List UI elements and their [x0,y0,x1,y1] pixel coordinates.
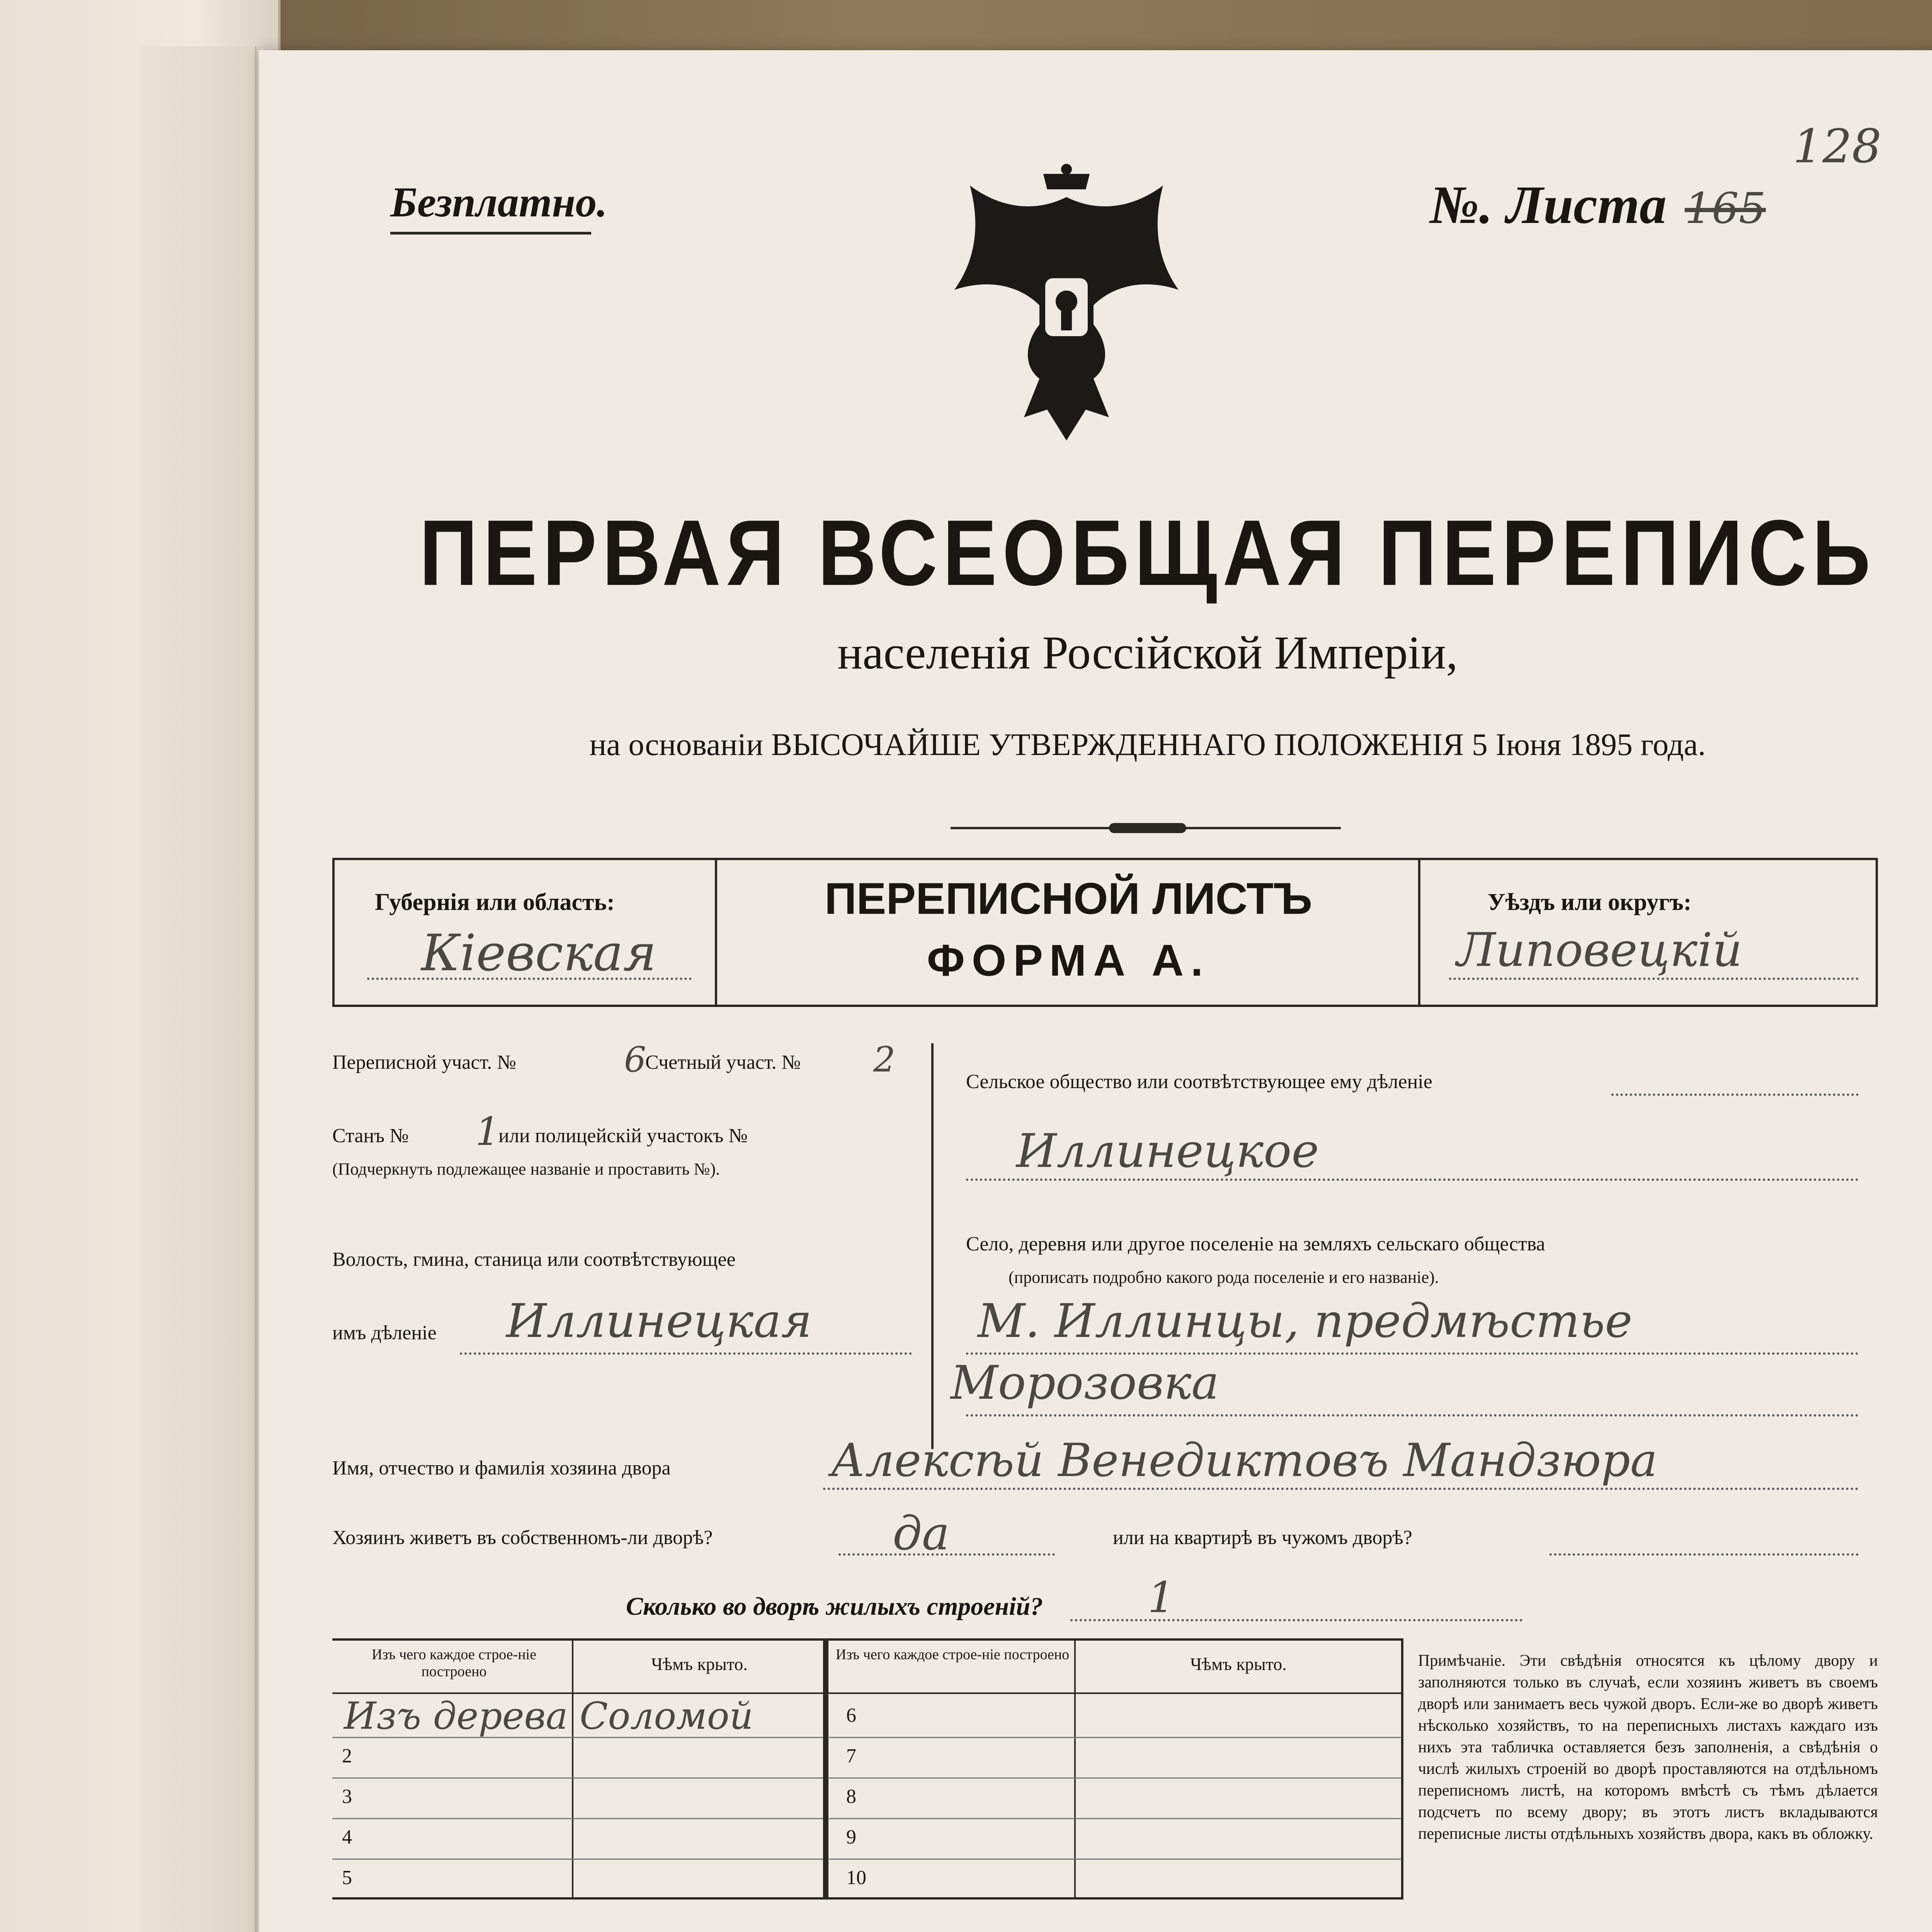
census-area-value: 6 [624,1039,646,1080]
buildings-table-top [332,1638,1403,1641]
count-area-value: 2 [873,1039,896,1080]
census-sheet [259,50,1932,1932]
buildings-table-center [823,1638,828,1900]
count-area-label: Счетный участ. № [645,1051,801,1073]
building-1-roof: Соломой [580,1694,753,1738]
village-value-1: М. Иллинцы, предмѣстье [978,1294,1633,1348]
buildings-row-rule [829,1777,1401,1779]
building-4-number: 4 [342,1826,352,1848]
owner-name-label: Имя, отчество и фамилія хозяина двора [332,1457,671,1479]
sheet-number-value: 165 [1685,184,1766,233]
village-label: Село, деревня или другое поселеніе на земляхъ сельскаго общества [966,1233,1545,1255]
buildings-row-rule [829,1859,1401,1860]
own-yard-line [838,1553,1055,1556]
village-value-2: Морозовка [951,1356,1219,1410]
archive-number: 128 [1793,120,1882,173]
buildings-value: 1 [1148,1573,1175,1622]
society-line-1 [1611,1094,1859,1096]
building-5-number: 5 [342,1867,352,1889]
rented-label: или на квартирѣ въ чужомъ дворѣ? [1113,1527,1412,1549]
volost-label-2: имъ дѣленіе [332,1322,437,1344]
stan-note: (Подчеркнуть подлежащее названіе и проставить №). [332,1160,720,1179]
owner-name-line [823,1488,1859,1490]
ornament-center [1109,823,1186,833]
owner-name-value: Алексѣй Венедиктовъ Мандзюра [831,1434,1658,1487]
society-line-2 [966,1179,1859,1181]
left-page-edge [139,46,257,1932]
buildings-row-rule [829,1818,1401,1819]
village-line-2 [966,1414,1859,1417]
location-divider [931,1043,934,1449]
uezd-label: Уѣздъ или округъ: [1488,889,1692,915]
form-title-line2: ФОРМА А. [927,936,1210,985]
buildings-col-roof-right: Чѣмъ крыто. [1190,1654,1287,1674]
building-1-material: Изъ дерева [344,1694,568,1738]
stan-value: 1 [475,1109,500,1154]
buildings-col-material-left: Изъ чего каждое строе-ніе построено [372,1646,536,1680]
buildings-label: Сколько во дворѣ жилыхъ строеній? [626,1592,1043,1621]
building-9-number: 9 [846,1826,856,1848]
form-title-line1: ПЕРЕПИСНОЙ ЛИСТЪ [824,874,1313,923]
buildings-col-material-right: Изъ чего каждое строе-ніе построено [835,1646,1070,1663]
village-note: (прописать подробно какого рода поселеніе и его названіе). [1009,1268,1439,1287]
gubernia-value: Кіевская [421,923,656,982]
rented-line [1549,1553,1859,1556]
building-6-number: 6 [846,1704,856,1726]
form-header-top-rule [332,858,1878,860]
form-header-left-edge [332,858,335,1005]
census-area-label: Переписной участ. № [332,1051,516,1073]
form-header-right-edge [1876,858,1878,1005]
buildings-col-roof-left: Чѣмъ крыто. [651,1654,748,1674]
buildings-table-col-left [572,1638,573,1900]
building-2-number: 2 [342,1745,352,1767]
building-10-number: 10 [846,1867,866,1889]
gubernia-line [367,978,692,980]
buildings-row-rule [829,1737,1401,1738]
form-header-divider-right [1418,858,1420,1005]
buildings-note: Примѣчаніе. Эти свѣдѣнія относятся къ цѣлому двору и заполняются только въ случаѣ, если хозяинъ живетъ въ своемъ дворѣ или занимаетъ весь чужой дворъ. Если-же во дворѣ живетъ нѣсколько хозяйствъ, то на переписныхъ листахъ каждаго изъ нихъ эта табличка оставляется безъ заполненія, а свѣдѣнія о числѣ жилыхъ строеній во дворѣ проставляются на отдѣльномъ переписномъ листѣ, на которомъ вмѣстѣ съ тѣмъ дѣлается подсчетъ по всему двору; въ этотъ листъ вкладываются переписные листы отдѣльныхъ хозяйствъ двора, какъ въ обложку. [1418,1652,1878,1843]
volost-value: Иллинецкая [506,1294,812,1348]
sheet-number-label: №. Листа [1430,175,1667,235]
buildings-table-header-rule [332,1692,1403,1694]
building-7-number: 7 [846,1745,856,1767]
society-label: Сельское общество или соотвѣтствующее ему дѣленіе [966,1071,1432,1093]
buildings-table-col-right [1074,1638,1076,1900]
volost-line [460,1352,912,1355]
subtitle: населенія Россійской Имперіи, [837,627,1458,679]
buildings-row-rule [332,1777,823,1779]
society-value: Иллинецкое [1016,1124,1319,1178]
buildings-table-right-edge [1401,1638,1403,1900]
form-header-bottom-rule [332,1005,1878,1007]
stan-label: Станъ № [332,1125,409,1147]
police-area-label: или полицейскій участокъ № [498,1125,748,1147]
buildings-row-rule [332,1859,823,1860]
own-yard-label: Хозяинъ живетъ въ собственномъ-ли дворѣ? [332,1527,713,1549]
buildings-line [1070,1619,1522,1621]
volost-label-1: Волость, гмина, станица или соотвѣтствующее [332,1248,736,1270]
building-3-number: 3 [342,1786,352,1808]
own-yard-value: да [893,1507,950,1561]
gubernia-label: Губернія или область: [375,889,615,915]
village-line-1 [966,1352,1859,1355]
buildings-row-rule [332,1818,823,1819]
imperial-eagle-icon [947,162,1186,444]
building-8-number: 8 [846,1786,856,1808]
buildings-table-bottom [332,1897,1403,1900]
legal-basis: на основаніи ВЫСОЧАЙШЕ УТВЕРЖДЕННАГО ПОЛОЖЕНІЯ 5 Іюня 1895 года. [589,727,1706,762]
free-label: Безплатно. [390,179,607,226]
uezd-value: Липовецкій [1457,923,1742,977]
uezd-line [1449,978,1859,980]
form-header-divider-left [715,858,717,1005]
main-title: ПЕРВАЯ ВСЕОБЩАЯ ПЕРЕПИСЬ [419,500,1876,605]
free-label-underline [390,232,591,235]
